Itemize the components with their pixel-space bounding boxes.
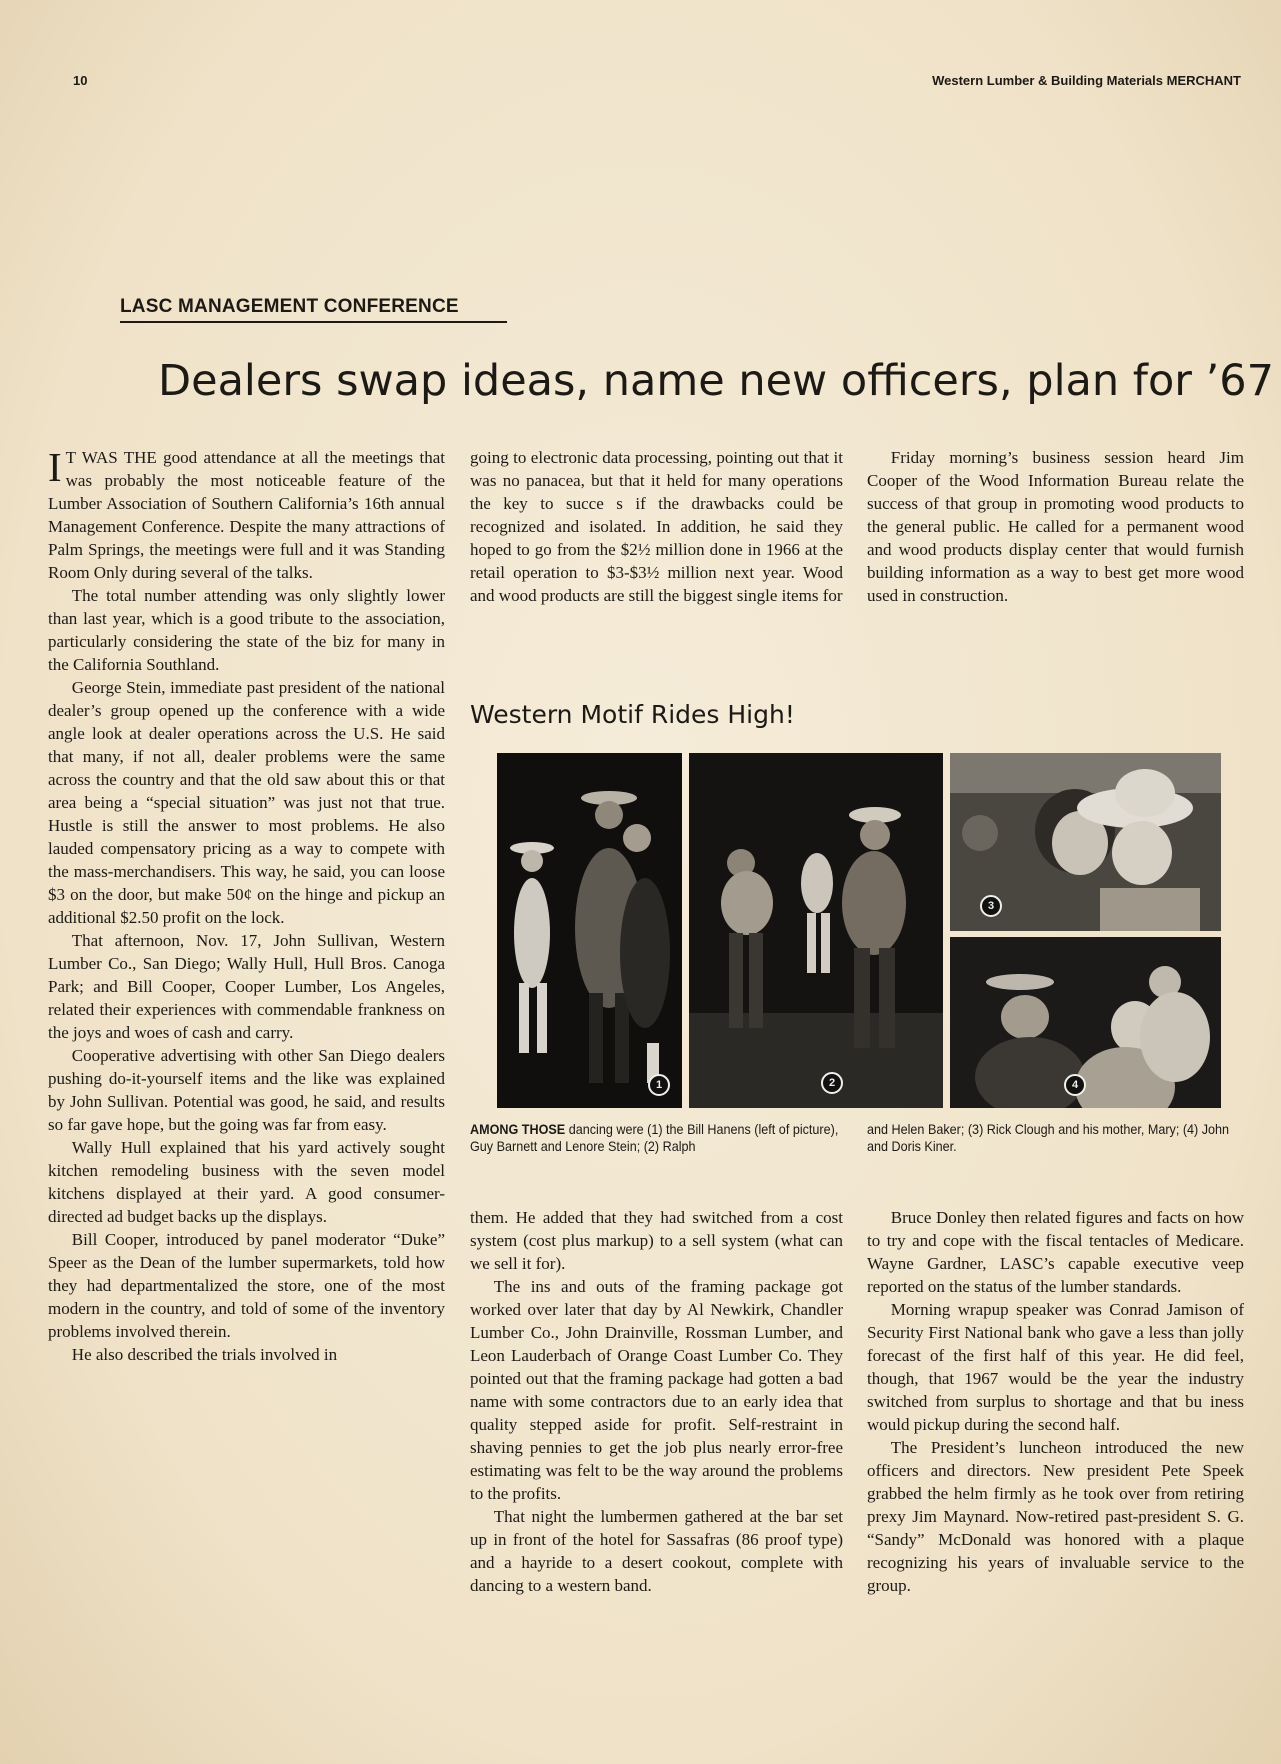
- article-paragraph: Friday morning’s business session heard Jim Cooper of the Wood Information Bureau relate the success of that group in promoting wood products to the general public. He called for a permanent wood and wood products display center that would furnish building information as a way to best get more wood used in construction.: [867, 448, 1244, 605]
- article-column-1: [48, 446, 445, 1366]
- article-column-3-top: [867, 446, 1244, 607]
- drop-cap: I: [48, 444, 62, 490]
- photo-section-subhead: Western Motif Rides High!: [470, 700, 795, 729]
- article-paragraph: That night the lumbermen gathered at the bar set up in front of the hotel for Sassafras (86 proof type) and a hayride to a desert cookout, complete with dancing to a western band.: [470, 1507, 843, 1595]
- article-paragraph: Bill Cooper, introduced by panel moderator “Duke” Speer as the Dean of the lumber supermarkets, told how they had departmentalized the store, one of the most modern in the country, and told of some of the inventory problems involved therein.: [48, 1230, 445, 1341]
- article-paragraph: The total number attending was only slightly lower than last year, which is a good tribute to the association, particularly considering the state of the biz for many in the California Southland.: [48, 586, 445, 674]
- article-column-2-top: [470, 446, 843, 607]
- photo-image: [689, 753, 943, 1108]
- article-paragraph: Cooperative advertising with other San Diego dealers pushing do-it-yourself items and the like was explained by John Sullivan. Potential was good, he said, and results so far gave hope, but the going was far from easy.: [48, 1046, 445, 1134]
- article-column-3-bottom: [867, 1206, 1244, 1597]
- photo-number-badge: 2: [821, 1072, 843, 1094]
- photo-john-and-doris-kiner: [950, 937, 1221, 1108]
- section-label: LASC MANAGEMENT CONFERENCE: [120, 296, 507, 323]
- headline: Dealers swap ideas, name new officers, plan for ’67: [158, 356, 1274, 406]
- article-paragraph: He also described the trials involved in: [71, 1345, 338, 1364]
- photo-number-badge: 4: [1064, 1074, 1086, 1096]
- photo-image: [497, 753, 682, 1108]
- photo-caption-part-1: [470, 1121, 842, 1155]
- photo-dancers-2: [689, 753, 943, 1108]
- article-paragraph: I T WAS THE good attendance at all the meetings that was probably the most noticeable feature of the Lumber Association of Southern California’s 16th annual Management Conference. Despite the many attractions of Palm Springs, the meetings were full and it was Standing Room Only during several of the talks.: [48, 444, 445, 582]
- page-number: 10: [73, 73, 88, 88]
- article-paragraph: The ins and outs of the framing package got worked over later that day by Al Newkirk, Chandler Lumber Co., John Drainville, Rossman Lumber, and Leon Lauderbach of Orange Coast Lumber Co. They pointed out that the framing package had gotten a bad name with some contractors due to an early idea that quality stepped aside for profit. Self-restraint in shaving pennies to get the job plus nearly error-free estimating was felt to be the way around the problems to the profits.: [470, 1277, 843, 1503]
- article-paragraph: Wally Hull explained that his yard actively sought kitchen remodeling business with the seven model kitchens displayed at their yard. A good consumer-directed ad budget backs up the displays.: [48, 1138, 445, 1226]
- article-paragraph: That afternoon, Nov. 17, John Sullivan, Western Lumber Co., San Diego; Wally Hull, Hull Bros. Canoga Park; and Bill Cooper, Cooper Lumber, Los Angeles, related their experiences with commendable frankness on the joys and woes of cash and carry.: [48, 931, 445, 1042]
- photo-rick-clough-and-mother: [950, 753, 1221, 931]
- article-paragraph: Morning wrapup speaker was Conrad Jamison of Security First National bank who gave a less than jolly forecast of the first half of this year. He did feel, though, that 1967 would be the year the industry switched from surplus to shortage and that bu iness would pickup during the second half.: [867, 1300, 1244, 1434]
- photo-number-badge: 1: [648, 1074, 670, 1096]
- article-paragraph: George Stein, immediate past president of the national dealer’s group opened up the conference with a wide angle look at dealer operations across the U.S. He said that many, if not all, dealer problems were the same across the country and that the old saw about this or that area being a “special situation” was just not that true. Hustle is still the answer to most problems. He also lauded compensatory pricing as a way to compete with the mass-merchandisers. This way, he said, you can loose $3 on the door, but make 50¢ on the hinge and pickup an additional $2.50 profit on the lock.: [48, 678, 445, 927]
- article-paragraph: them. He added that they had switched from a cost system (cost plus markup) to a sell system (what can we sell it for).: [470, 1208, 843, 1273]
- caption-lead: AMONG THOSE: [470, 1121, 566, 1137]
- photo-number-badge: 3: [980, 895, 1002, 917]
- article-paragraph: The President’s luncheon introduced the new officers and directors. New president Pete Speek grabbed the helm firmly as he took over from retiring prexy Jim Maynard. Now-retired past-president S. G. “Sandy” McDonald was honored with a plaque recognizing his years of invaluable service to the group.: [867, 1438, 1244, 1595]
- article-paragraph: going to electronic data processing, pointing out that it was no panacea, but that it held for many operations the key to succe s if the drawbacks could be recognized and isolated. In addition, he said they hoped to go from the $2½ million done in 1966 at the retail operation to $3-$3½ million next year. Wood and wood products are still the biggest single items for: [470, 448, 843, 605]
- publication-title: Western Lumber & Building Materials MERCHANT: [932, 73, 1241, 88]
- photo-dancers-1: [497, 753, 682, 1108]
- photo-caption-part-2: and Helen Baker; (3) Rick Clough and his mother, Mary; (4) John and Doris Kiner.: [867, 1121, 1230, 1154]
- article-column-2-bottom: [470, 1206, 843, 1597]
- article-paragraph: Bruce Donley then related figures and facts on how to try and cope with the fiscal tentacles of Medicare. Wayne Gardner, LASC’s capable executive veep reported on the status of the lumber standards.: [867, 1208, 1244, 1296]
- caption-text: dancing were (1) the Bill Hanens (left of picture), Guy Barnett and Lenore Stein; (2) Ralph: [470, 1121, 839, 1154]
